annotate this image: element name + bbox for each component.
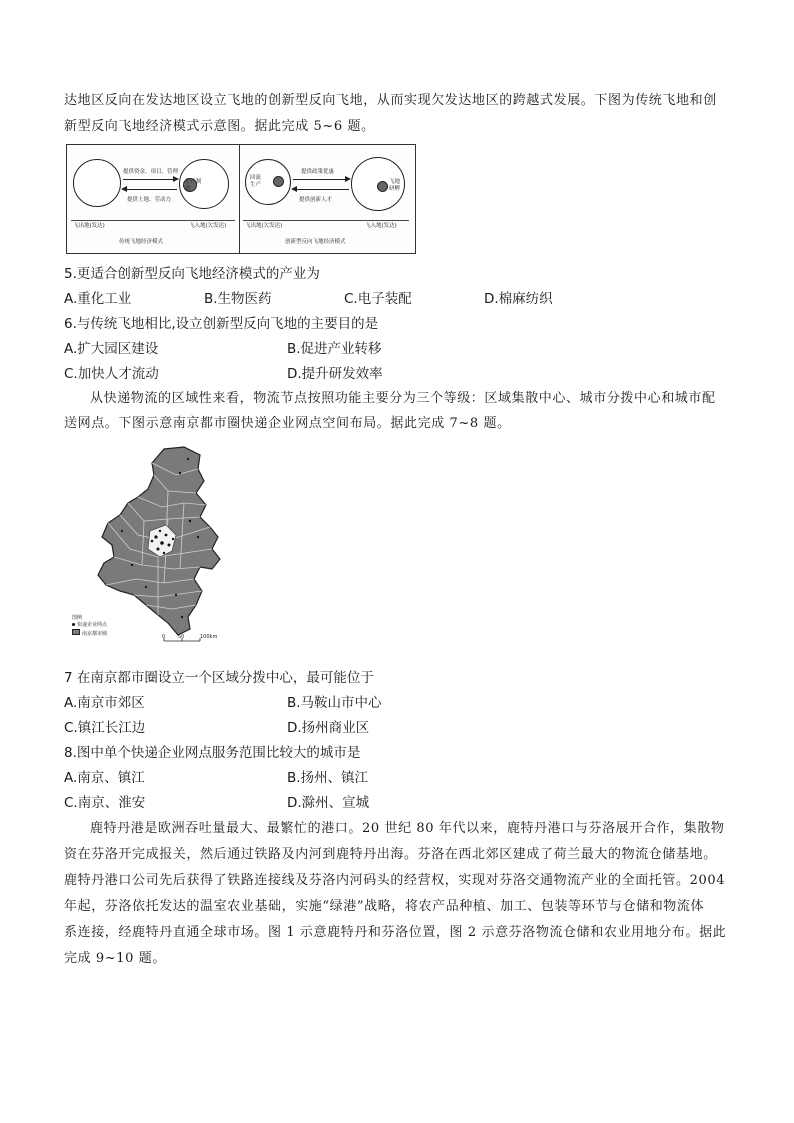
right-arrow-left [293, 189, 349, 190]
q5-stem: 5.更适合创新型反向飞地经济模式的产业为 [64, 266, 320, 282]
right-dot-left-label: 回流生产 [250, 175, 262, 188]
diagram-divider [239, 145, 240, 253]
q6-option-d: D.提升研发效率 [287, 366, 383, 382]
q5-option-d: D.棉麻纺织 [484, 291, 553, 307]
legend-metro-label: 南京都市圈 [82, 631, 108, 637]
q7-option-c: C.镇江长江边 [64, 720, 146, 736]
legend-item-outlets [72, 622, 107, 628]
left-dot-label: 生产制造 [185, 179, 202, 192]
enclave-diagram [66, 144, 416, 254]
intro-910-line6: 完成 9~10 题。 [64, 951, 166, 966]
left-in-label: 飞入地(欠发达) [189, 223, 227, 229]
q6-stem: 6.与传统飞地相比,设立创新型反向飞地的主要目的是 [64, 316, 379, 332]
left-bottom-label: 提供土地、劳动力 [127, 197, 172, 203]
left-arrow-right [123, 179, 177, 180]
right-top-label: 提供政策优惠 [301, 169, 335, 175]
left-out-label: 飞出地(发达) [73, 223, 105, 229]
left-arrow-left [123, 189, 177, 190]
left-big-circle [73, 159, 121, 207]
legend-swatch-icon [72, 629, 80, 635]
q7-option-d: D.扬州商业区 [287, 720, 370, 736]
right-bottom-label: 提供创新人才 [299, 197, 333, 203]
q6-option-c: C.加快人才流动 [64, 366, 159, 382]
right-research-dot [377, 181, 388, 192]
intro-56-line2: 新型反向飞地经济模式示意图。据此完成 5~6 题。 [64, 119, 375, 134]
intro-910-line2: 资在芬洛开完成报关，然后通过铁路及内河到鹿特丹出海。芬洛在西北郊区建成了荷兰最大的物流仓储基地。 [64, 847, 717, 862]
right-arrow-right [293, 179, 349, 180]
intro-910-line3: 鹿特丹港口公司先后获得了铁路连接线及芬洛内河码头的经营权，实现对芬洛交通物流产业的全面托管。2004 [64, 873, 726, 888]
right-dot-right-label: 飞地研孵 [389, 179, 401, 192]
scale-label-50: 50 [178, 634, 185, 640]
intro-910-line1: 鹿特丹港是欧洲吞吐量最大、最繁忙的港口。20 世纪 80 年代以来，鹿特丹港口与芬洛展开合作，集散物 [90, 821, 725, 836]
q8-option-d: D.滁州、宣城 [287, 795, 370, 811]
map-svg [72, 445, 234, 645]
intro-78-line2: 送网点。下图示意南京都市圈快递企业网点空间布局。据此完成 7~8 题。 [64, 416, 511, 431]
legend-title: 图例 [72, 615, 83, 621]
q7-option-b: B.马鞍山市中心 [287, 695, 382, 711]
left-top-label: 提供资金、项目、管理 [123, 169, 179, 175]
q8-stem: 8.图中单个快递企业网点服务范围比较大的城市是 [64, 745, 361, 761]
q8-option-c: C.南京、淮安 [64, 795, 146, 811]
left-caption: 传统飞地经济模式 [119, 239, 164, 245]
legend-dot-icon [72, 623, 75, 626]
nanjing-metro-map [72, 445, 234, 645]
scale-label-100: 100km [200, 634, 218, 640]
intro-78-line1: 从快递物流的区域性来看，物流节点按照功能主要分为三个等级：区域集散中心、城市分拨中心和城市配 [90, 391, 716, 406]
right-in-label: 飞入地(发达) [365, 223, 397, 229]
intro-910-line5: 系连接，经鹿特丹直通全球市场。图 1 示意鹿特丹和芬洛位置，图 2 示意芬洛物流仓储和农业用地分布。据此 [64, 925, 727, 940]
q7-option-a: A.南京市郊区 [64, 695, 145, 711]
intro-56-line1: 达地区反向在发达地区设立飞地的创新型反向飞地，从而实现欠发达地区的跨越式发展。下图为传统飞地和创 [64, 93, 717, 108]
q7-stem: 7 在南京都市圈设立一个区域分拨中心，最可能位于 [64, 670, 374, 686]
q5-option-a: A.重化工业 [64, 291, 132, 307]
scale-label-0: 0 [162, 634, 166, 640]
right-baseline [243, 220, 409, 221]
left-baseline [71, 220, 235, 221]
legend-outlets-label: 快递企业网点 [77, 622, 108, 628]
q6-option-b: B.促进产业转移 [287, 341, 382, 357]
intro-910-line4: 年起，芬洛依托发达的温室农业基础，实施“绿港”战略，将农产品种植、加工、包装等环节与仓储和物流体 [64, 899, 705, 914]
right-out-label: 飞出地(欠发达) [245, 223, 283, 229]
legend-item-metro [72, 629, 107, 637]
q8-option-a: A.南京、镇江 [64, 770, 145, 786]
q6-option-a: A.扩大园区建设 [64, 341, 159, 357]
q8-option-b: B.扬州、镇江 [287, 770, 369, 786]
q5-option-b: B.生物医药 [204, 291, 272, 307]
q5-option-c: C.电子装配 [344, 291, 412, 307]
right-caption: 创新型反向飞地经济模式 [285, 239, 346, 245]
right-return-dot [273, 176, 284, 187]
